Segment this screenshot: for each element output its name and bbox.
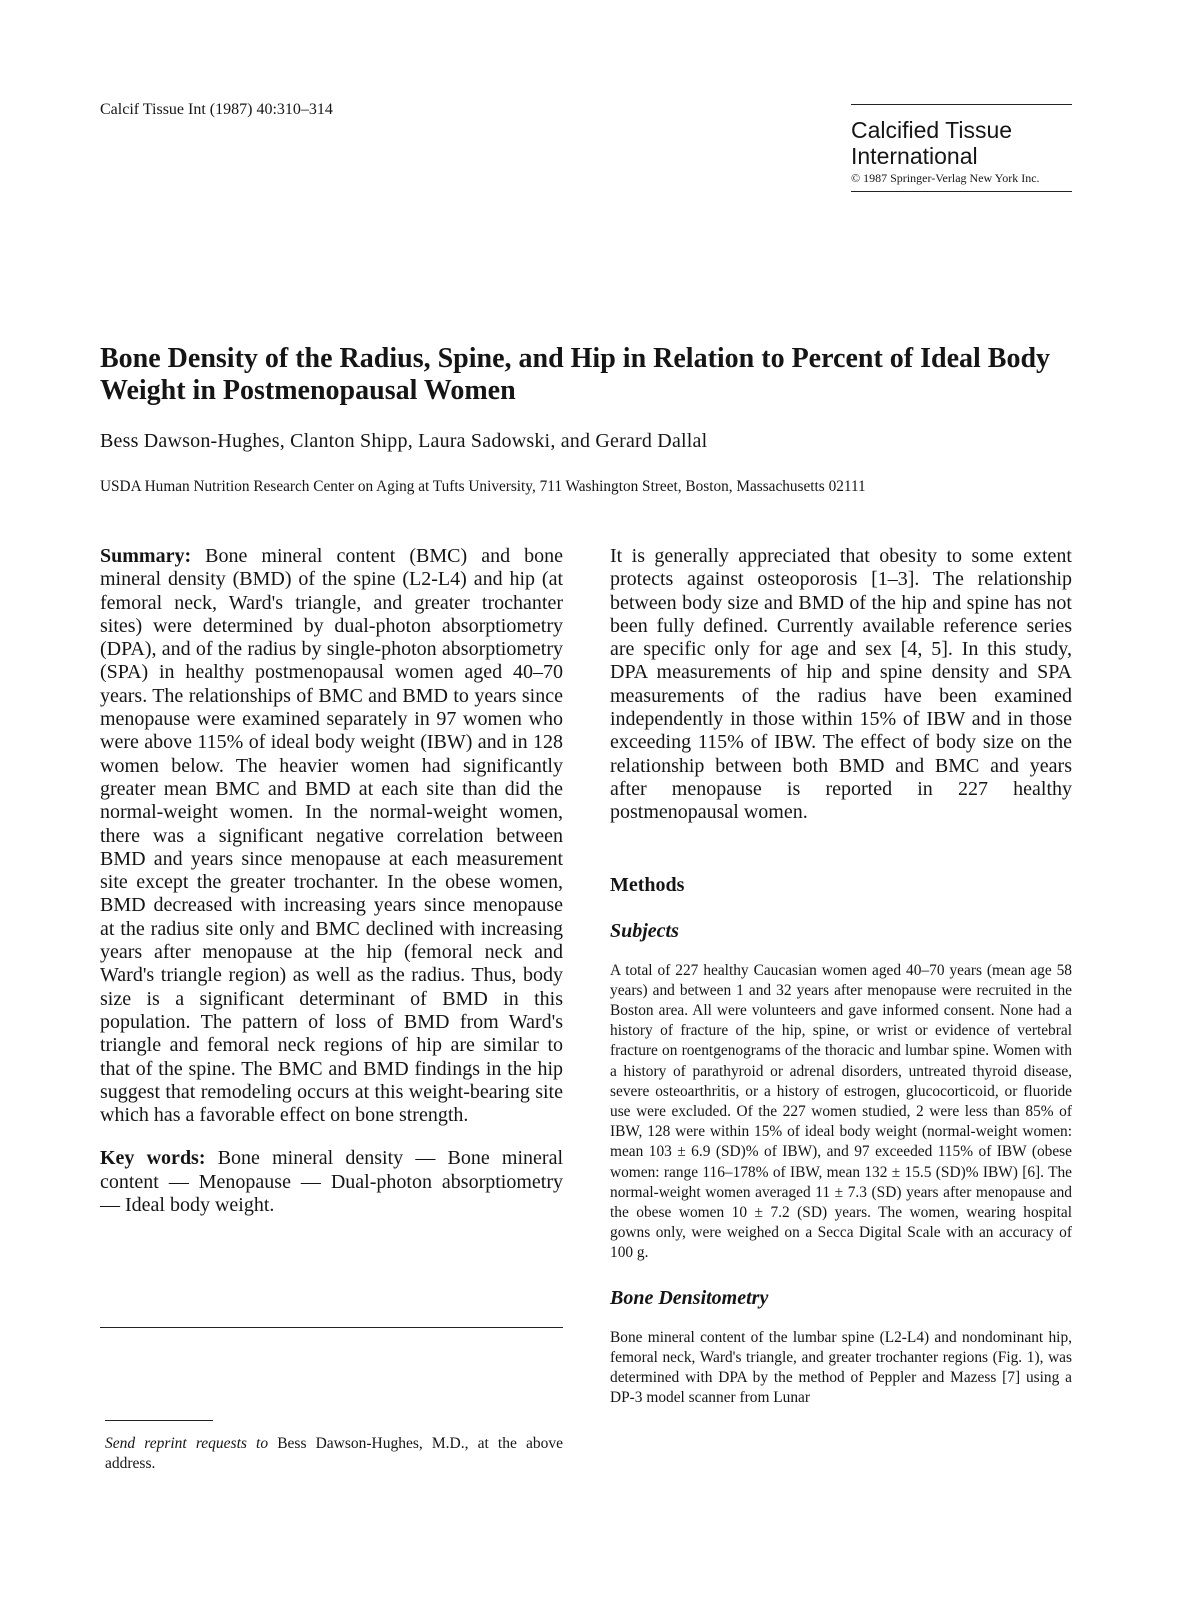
journal-name-line-1: Calcified Tissue [851,117,1013,143]
keywords-text: Bone mineral density — Bone mineral content — Menopause — Dual-photon absorptiometry — Ideal body weight. [100,1147,564,1217]
subjects-paragraph: A total of 227 healthy Caucasian women aged 40–70 years (mean age 58 years) and between 1 and 32 years after menopause were recruited in the Boston area. All were volunteers and gave informed consent. None had a history of fracture of the hip, spine, or wrist or evidence of vertebral fracture on roentgenograms of the thoracic and lumbar spine. Women with a history of parathyroid or adrenal disorders, untreated thyroid disease, severe osteoarthritis, or a history of estrogen, glucocorticoid, or fluoride use were excluded. Of the 227 women studied, 2 were less than 85% of IBW, 128 were within 15% of ideal body weight (normal-weight women: mean 103 ± 6.9 (SD)% of IBW), and 97 exceeded 115% of IBW (obese women: range 116–178% of IBW, mean 132 ± 15.5 (SD)% IBW) [6]. The normal-weight women averaged 11 ± 7.3 (SD) years after menopause and the obese women 10 ± 7.2 (SD) years. The women, wearing hospital gowns only, were weighed on a Secca Digital Scale with an accuracy of 100 g. [610,961,1072,1262]
keywords-label: Key words: [100,1147,206,1170]
keywords [100,1147,563,1217]
column-divider-rule [100,1327,563,1328]
densitometry-paragraph: Bone mineral content of the lumbar spine (L2-L4) and nondominant hip, femoral neck, Ward's triangle, and greater trochanter regions (Fig. 1), was determined with DPA by the method of Peppler and Mazess [7] using a DP-3 model scanner from Lunar [610,1328,1072,1407]
right-column [610,545,1072,1408]
subjects-heading: Subjects [610,919,679,942]
reprint-footnote [105,1434,563,1474]
masthead-bottom-rule [851,191,1072,192]
footnote-rule [105,1420,213,1421]
introduction-paragraph: It is generally appreciated that obesity to some extent protects against osteoporosis [1–3]. The relationship between body size and BMD of the hip and spine has not been fully defined. Currently available reference series are specific only for age and sex [4, 5]. In this study, DPA measurements of hip and spine density and SPA measurements of the radius have been examined independently in those within 15% of IBW and in those exceeding 115% of IBW. The effect of body size on the relationship between both BMD and BMC and years after menopause is reported in 227 healthy postmenopausal women. [610,545,1072,824]
author-affiliation: USDA Human Nutrition Research Center on Aging at Tufts University, 711 Washington Street, Boston, Massachusetts 02111 [100,478,866,495]
footnote-italic: Send reprint requests to [105,1435,269,1452]
journal-masthead [851,104,1072,192]
abstract-label: Summary: [100,545,192,567]
journal-citation: Calcif Tissue Int (1987) 40:310–314 [100,101,333,118]
journal-name-line-2: International [851,143,978,169]
densitometry-heading: Bone Densitometry [610,1286,769,1309]
abstract-text: Bone mineral content (BMC) and bone mineral density (BMD) of the spine (L2-L4) and hip (at femoral neck, Ward's triangle, and greater trochanter sites) were determined by dual-photon absorptiometry (DPA), and of the radius by single-photon absorptiometry (SPA) in healthy postmenopausal women aged 40–70 years. The relationships of BMC and BMD to years since menopause were examined separately in 97 women who were above 115% of ideal body weight (IBW) and in 128 women below. The heavier women had significantly greater mean BMC and BMD at each site than did the normal-weight women. In the normal-weight women, there was a significant negative correlation between BMD and years since menopause at each measurement site except the greater trochanter. In the obese women, BMD decreased with increasing years since menopause at the radius site only and BMC declined with increasing years after menopause at the hip (femoral neck and Ward's triangle region) as well as the radius. Thus, body size is a significant determinant of BMD in this population. The pattern of loss of BMD from Ward's triangle and femoral neck regions of hip are similar to that of the spine. The BMC and BMD findings in the hip suggest that remodeling occurs at this weight-bearing site which has a favorable effect on bone strength. [100,545,563,1127]
abstract [100,545,563,1127]
copyright-notice: © 1987 Springer-Verlag New York Inc. [851,171,1040,185]
methods-heading: Methods [610,873,685,896]
masthead-top-rule [851,104,1072,105]
article-title: Bone Density of the Radius, Spine, and Hip in Relation to Percent of Ideal Body Weight in Postmenopausal Women [100,343,1051,406]
author-list: Bess Dawson-Hughes, Clanton Shipp, Laura Sadowski, and Gerard Dallal [100,430,708,452]
left-column [100,545,563,1217]
footnote-text: Bess Dawson-Hughes, M.D., at the above address. [105,1435,563,1472]
